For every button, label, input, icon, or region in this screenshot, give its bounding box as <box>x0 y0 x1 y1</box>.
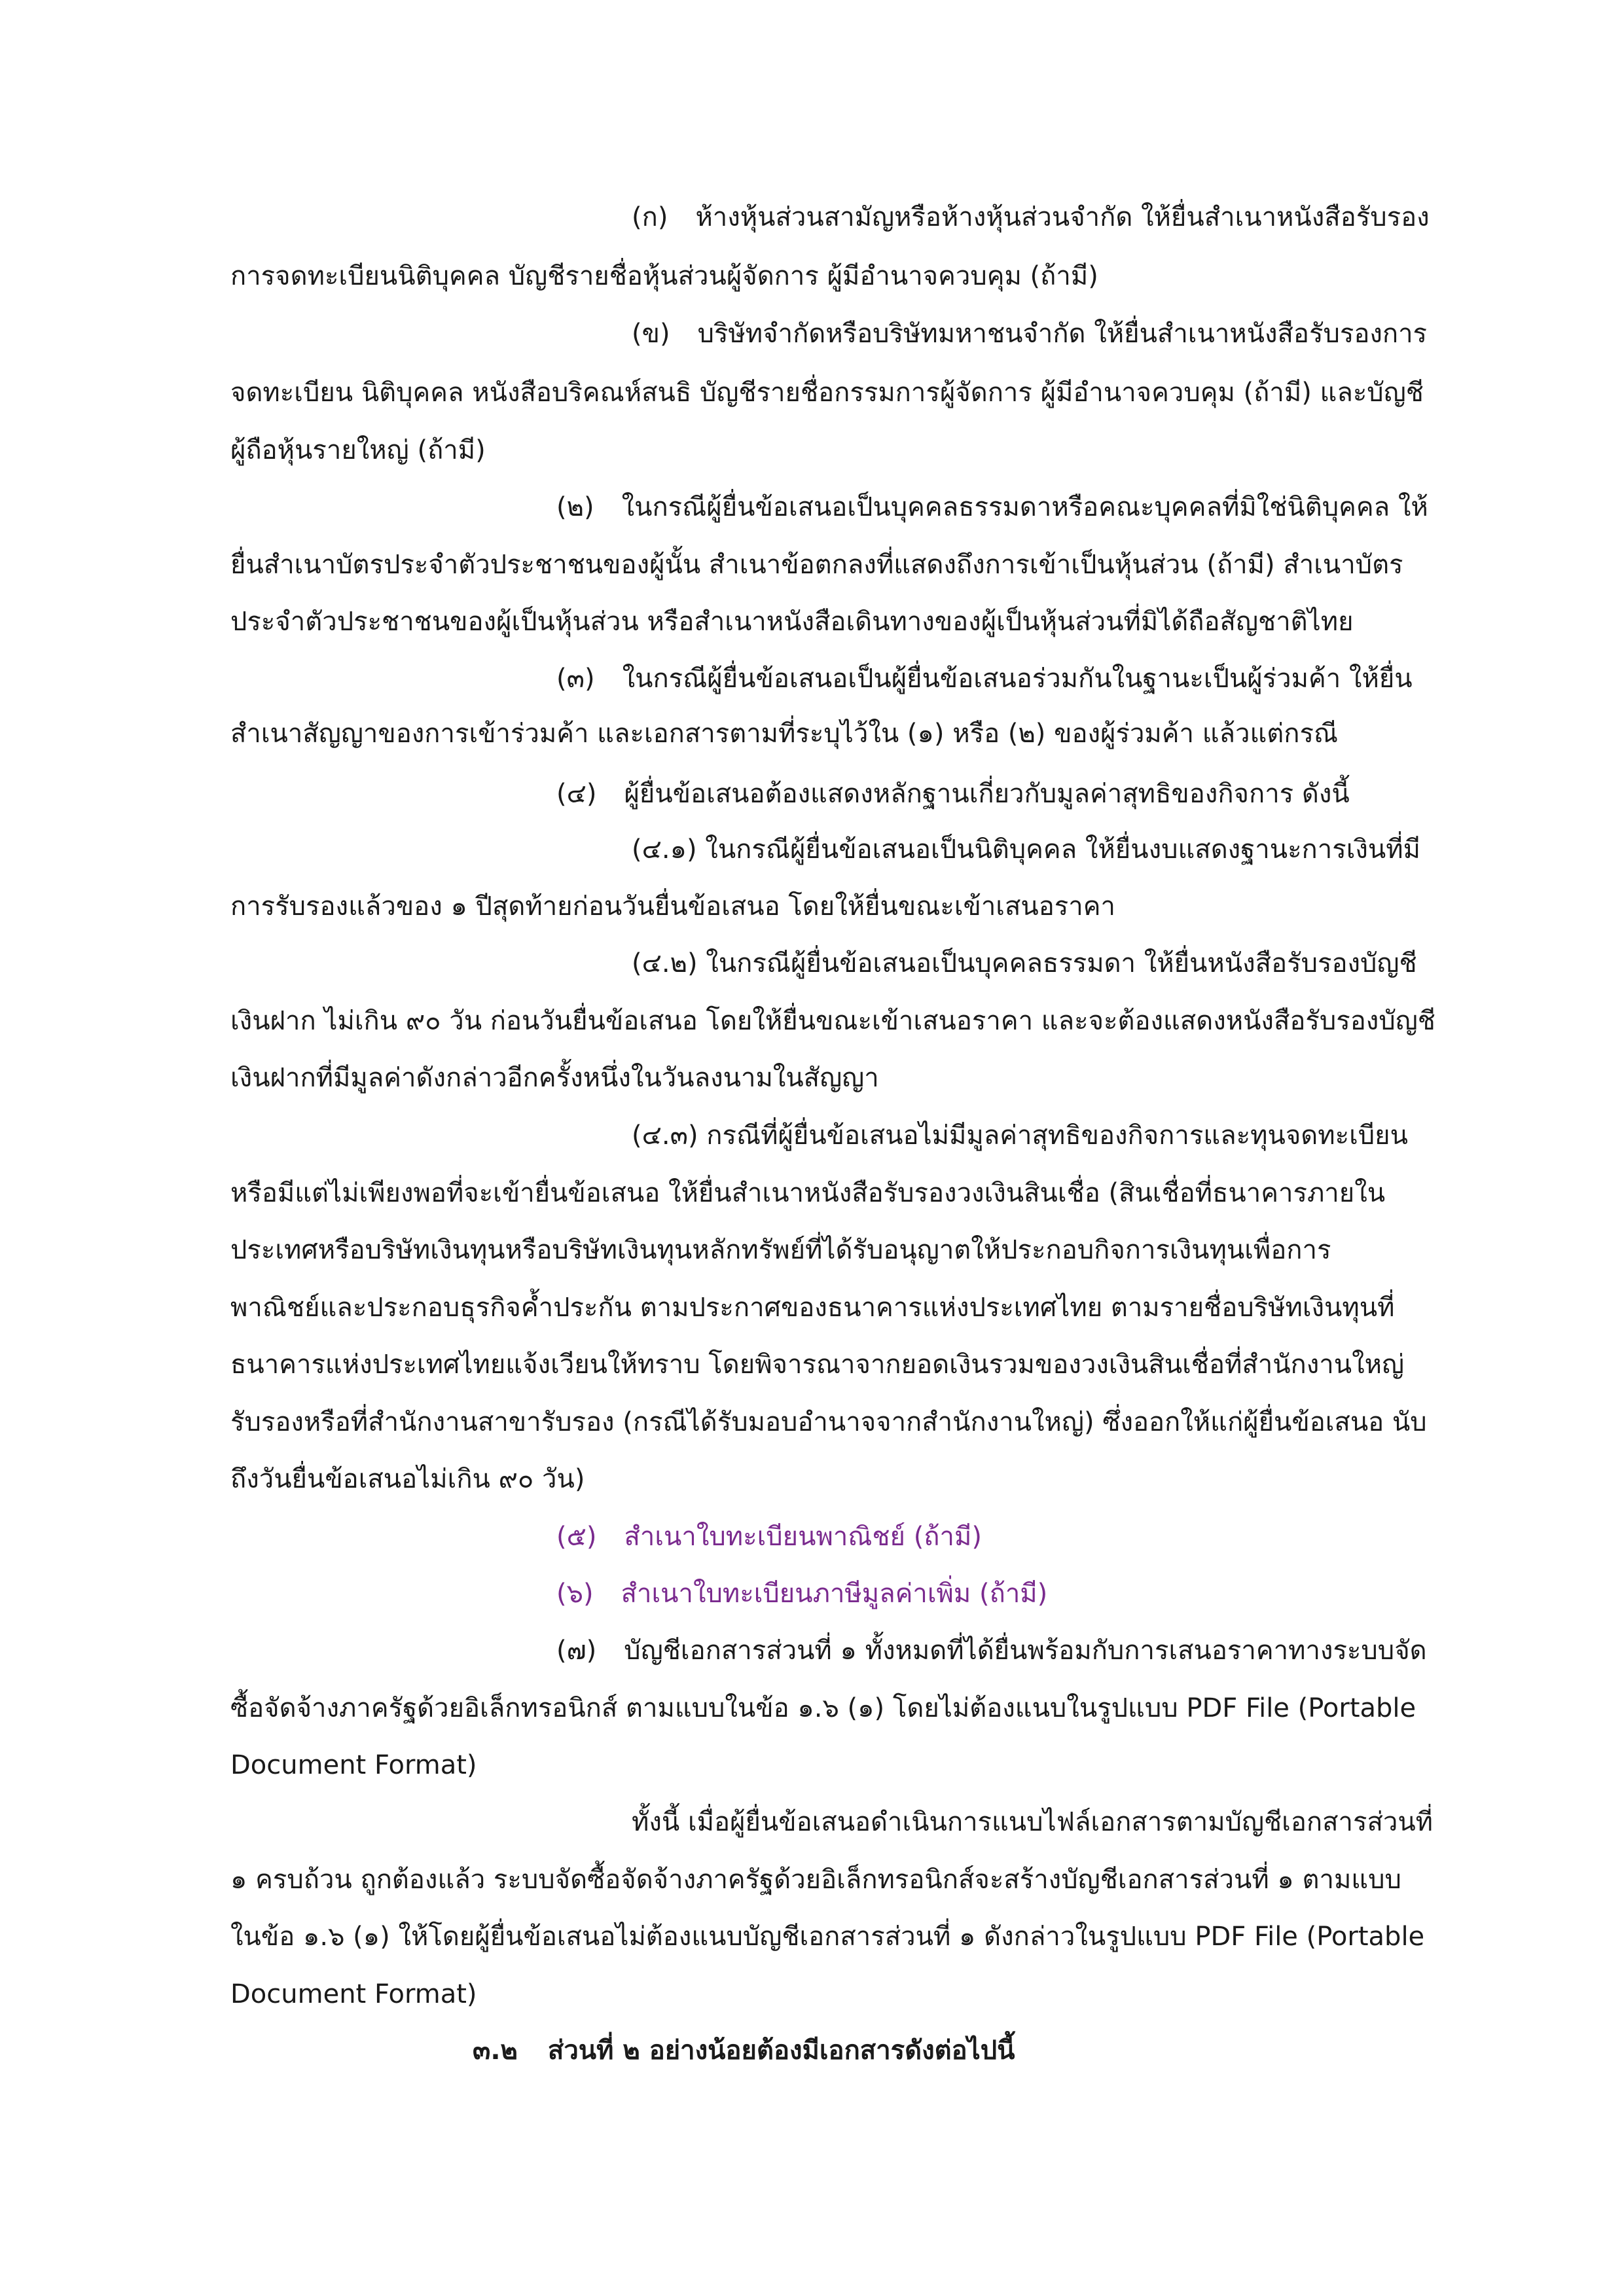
item-6-line-1 <box>556 1574 1047 1613</box>
item-2-text: ในกรณีผู้ยื่นข้อเสนอเป็นบุคคลธรรมดาหรือคณะบุคคลที่มิใช่นิติบุคคล ให้ <box>621 492 1428 522</box>
note-line-1: ทั้งนี้ เมื่อผู้ยื่นข้อเสนอดำเนินการแนบไฟล์เอกสารตามบัญชีเอกสารส่วนที่ <box>632 1807 1434 1837</box>
item-4-2-line-3: เงินฝากที่มีมูลค่าดังกล่าวอีกครั้งหนึ่งในวันลงนามในสัญญา <box>230 1063 879 1093</box>
item-7-marker: (๗) <box>556 1636 597 1666</box>
item-3-line-1 <box>556 659 1413 698</box>
item-7-line-3: Document Format) <box>230 1750 477 1780</box>
item-4-3-line-6: รับรองหรือที่สำนักงานสาขารับรอง (กรณีได้รับมอบอำนาจจากสำนักงานใหญ่) ซึ่งออกให้แก่ผู้ยื่นข้อเสนอ นับ <box>230 1407 1427 1437</box>
item-b-text: บริษัทจำกัดหรือบริษัทมหาชนจำกัด ให้ยื่นสำเนาหนังสือรับรองการ <box>697 319 1428 349</box>
note-line-3: ในข้อ ๑.๖ (๑) ให้โดยผู้ยื่นข้อเสนอไม่ต้องแนบบัญชีเอกสารส่วนที่ ๑ ดังกล่าวในรูปแบบ PDF File (Portable <box>230 1922 1425 1952</box>
item-4-2-line-1: (๔.๒) ในกรณีผู้ยื่นข้อเสนอเป็นบุคคลธรรมดา ให้ยื่นหนังสือรับรองบัญชี <box>632 948 1417 978</box>
item-3-line-2: สำเนาสัญญาของการเข้าร่วมค้า และเอกสารตามที่ระบุไว้ใน (๑) หรือ (๒) ของผู้ร่วมค้า แล้วแต่กรณี <box>230 719 1339 749</box>
item-4-3-line-2: หรือมีแต่ไม่เพียงพอที่จะเข้ายื่นข้อเสนอ ให้ยื่นสำเนาหนังสือรับรองวงเงินสินเชื่อ (สินเชื่อที่ธนาคารภายใน <box>230 1178 1386 1208</box>
item-5-marker: (๕) <box>556 1522 597 1552</box>
item-4-1-line-2: การรับรองแล้วของ ๑ ปีสุดท้ายก่อนวันยื่นข้อเสนอ โดยให้ยื่นขณะเข้าเสนอราคา <box>230 891 1115 922</box>
item-7-line-1 <box>556 1631 1427 1670</box>
item-5-text: สำเนาใบทะเบียนพาณิชย์ (ถ้ามี) <box>624 1522 982 1552</box>
item-2-marker: (๒) <box>556 492 594 522</box>
item-3-text: ในกรณีผู้ยื่นข้อเสนอเป็นผู้ยื่นข้อเสนอร่วมกันในฐานะเป็นผู้ร่วมค้า ให้ยื่น <box>622 664 1413 694</box>
item-a-line-1 <box>632 198 1430 237</box>
item-b-line-3: ผู้ถือหุ้นรายใหญ่ (ถ้ามี) <box>230 435 486 465</box>
section-3-2-title: ส่วนที่ ๒ อย่างน้อยต้องมีเอกสารดังต่อไปนี้ <box>547 2036 1015 2066</box>
item-7-line-2: ซื้อจัดจ้างภาครัฐด้วยอิเล็กทรอนิกส์ ตามแบบในข้อ ๑.๖ (๑) โดยไม่ต้องแนบในรูปแบบ PDF File (Portable <box>230 1693 1416 1723</box>
item-4-3-line-1: (๔.๓) กรณีที่ผู้ยื่นข้อเสนอไม่มีมูลค่าสุทธิของกิจการและทุนจดทะเบียน <box>632 1121 1408 1151</box>
item-3-marker: (๓) <box>556 664 595 694</box>
section-3-2-heading <box>473 2031 1015 2070</box>
section-3-2-number: ๓.๒ <box>473 2036 518 2066</box>
item-a-marker: (ก) <box>632 202 668 232</box>
item-4-2-line-2: เงินฝาก ไม่เกิน ๙๐ วัน ก่อนวันยื่นข้อเสนอ โดยให้ยื่นขณะเข้าเสนอราคา และจะต้องแสดงหนังสือรับรองบัญชี <box>230 1006 1435 1036</box>
note-line-2: ๑ ครบถ้วน ถูกต้องแล้ว ระบบจัดซื้อจัดจ้างภาครัฐด้วยอิเล็กทรอนิกส์จะสร้างบัญชีเอกสารส่วนที่ ๑ ตามแบบ <box>230 1865 1401 1895</box>
item-4-3-line-7: ถึงวันยื่นข้อเสนอไม่เกิน ๙๐ วัน) <box>230 1464 585 1494</box>
item-5-line-1 <box>556 1517 982 1556</box>
item-b-marker: (ข) <box>632 319 670 349</box>
item-7-text: บัญชีเอกสารส่วนที่ ๑ ทั้งหมดที่ได้ยื่นพร้อมกับการเสนอราคาทางระบบจัด <box>624 1636 1427 1666</box>
item-2-line-3: ประจำตัวประชาชนของผู้เป็นหุ้นส่วน หรือสำเนาหนังสือเดินทางของผู้เป็นหุ้นส่วนที่มิได้ถือสัญชาติไทย <box>230 607 1354 637</box>
item-b-line-1 <box>632 314 1427 353</box>
item-4-1-line-1: (๔.๑) ในกรณีผู้ยื่นข้อเสนอเป็นนิติบุคคล ให้ยื่นงบแสดงฐานะการเงินที่มี <box>632 834 1420 865</box>
item-6-marker: (๖) <box>556 1579 594 1609</box>
item-2-line-2: ยื่นสำเนาบัตรประจำตัวประชาชนของผู้นั้น สำเนาข้อตกลงที่แสดงถึงการเข้าเป็นหุ้นส่วน (ถ้ามี) สำเนาบัตร <box>230 550 1403 580</box>
item-4-marker: (๔) <box>556 779 597 809</box>
item-a-text: ห้างหุ้นส่วนสามัญหรือห้างหุ้นส่วนจำกัด ให้ยื่นสำเนาหนังสือรับรอง <box>695 202 1430 232</box>
item-b-line-2: จดทะเบียน นิติบุคคล หนังสือบริคณห์สนธิ บัญชีรายชื่อกรรมการผู้จัดการ ผู้มีอำนาจควบคุม (ถ้ามี) และบัญชี <box>230 378 1424 408</box>
item-4-text: ผู้ยื่นข้อเสนอต้องแสดงหลักฐานเกี่ยวกับมูลค่าสุทธิของกิจการ ดังนี้ <box>624 779 1350 809</box>
item-2-line-1 <box>556 488 1428 527</box>
item-4-3-line-4: พาณิชย์และประกอบธุรกิจค้ำประกัน ตามประกาศของธนาคารแห่งประเทศไทย ตามรายชื่อบริษัทเงินทุนที่ <box>230 1293 1395 1323</box>
item-6-text: สำเนาใบทะเบียนภาษีมูลค่าเพิ่ม (ถ้ามี) <box>621 1579 1048 1609</box>
item-4-3-line-5: ธนาคารแห่งประเทศไทยแจ้งเวียนให้ทราบ โดยพิจารณาจากยอดเงินรวมของวงเงินสินเชื่อที่สำนักงานใหญ่ <box>230 1350 1405 1380</box>
note-line-4: Document Format) <box>230 1979 477 2009</box>
item-4-line-1 <box>556 774 1350 814</box>
item-a-line-2: การจดทะเบียนนิติบุคคล บัญชีรายชื่อหุ้นส่วนผู้จัดการ ผู้มีอำนาจควบคุม (ถ้ามี) <box>230 261 1098 291</box>
item-4-3-line-3: ประเทศหรือบริษัทเงินทุนหรือบริษัทเงินทุนหลักทรัพย์ที่ได้รับอนุญาตให้ประกอบกิจการเงินทุนเพื่อการ <box>230 1235 1331 1265</box>
